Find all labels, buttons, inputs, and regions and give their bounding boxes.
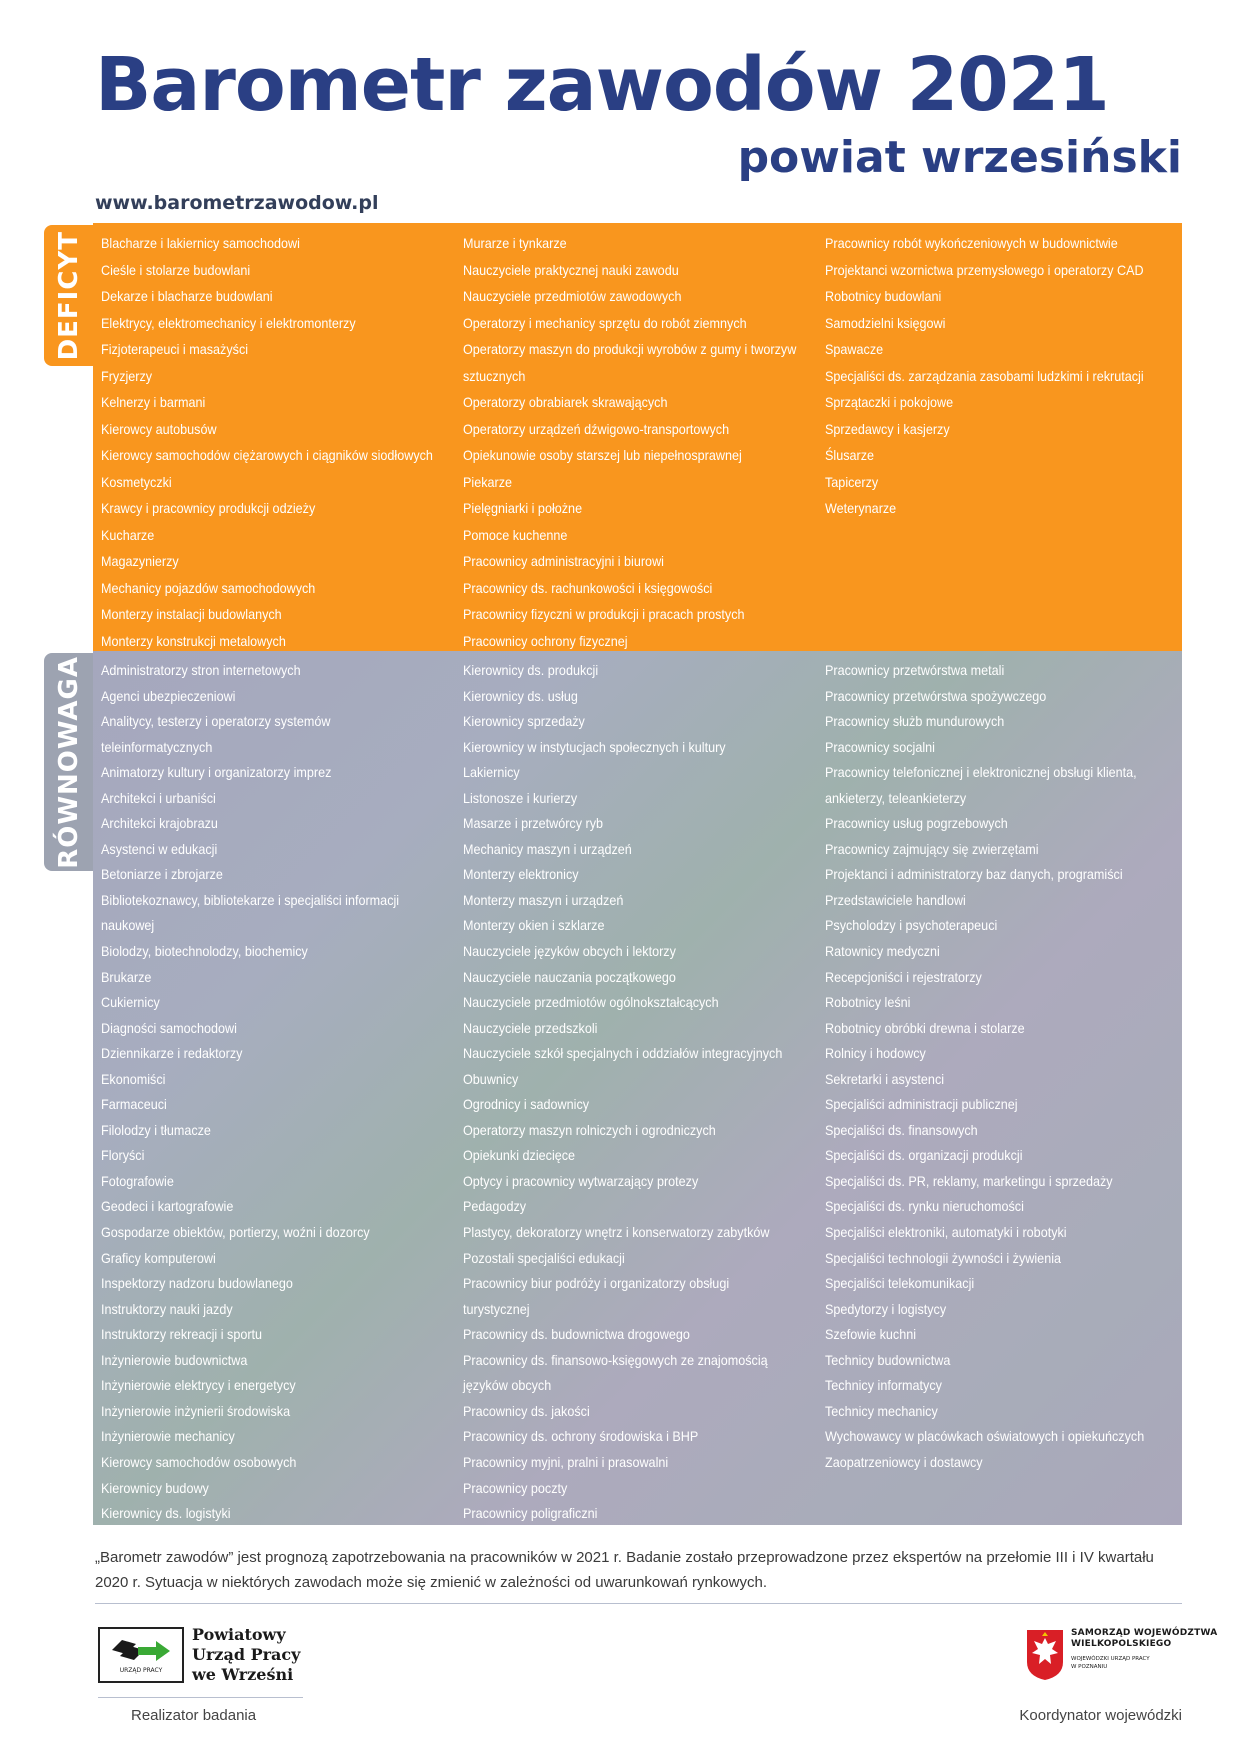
occupation-item: Pedagodzy xyxy=(463,1198,527,1215)
occupation-item: Elektrycy, elektromechanicy i elektromonterzy xyxy=(101,314,356,331)
occupation-item: Specjaliści telekomunikacji xyxy=(825,1275,975,1292)
realizator-label: Realizator badania xyxy=(131,1707,257,1724)
occupation-item: Pracownicy robót wykończeniowych w budownictwie xyxy=(825,235,1118,251)
footer-divider xyxy=(95,1603,1182,1604)
occupation-item: Agenci ubezpieczeniowi xyxy=(101,687,236,704)
deficyt-label: DEFICYT xyxy=(53,230,84,361)
occupation-item: Dziennikarze i redaktorzy xyxy=(101,1045,243,1062)
deficyt-section xyxy=(93,223,1182,651)
occupation-item: Pracownicy ds. ochrony środowiska i BHP xyxy=(463,1428,699,1445)
pup-wrzesnia-logo xyxy=(98,1625,300,1685)
occupation-item: Pracownicy poczty xyxy=(463,1479,568,1496)
deficyt-column-3 xyxy=(825,230,1180,654)
occupation-item: Specjaliści ds. finansowych xyxy=(825,1121,978,1138)
occupation-item: Inżynierowie elektrycy i energetycy xyxy=(101,1377,296,1394)
occupation-item: Technicy budownictwa xyxy=(825,1351,951,1368)
occupation-item: Operatorzy i mechanicy sprzętu do robót ziemnych xyxy=(463,314,747,331)
occupation-item: Fryzjerzy xyxy=(101,367,153,384)
occupation-item: Pracownicy biur podróży i organizatorzy obsługi xyxy=(463,1275,730,1292)
occupation-item: języków obcych xyxy=(463,1377,552,1394)
occupation-item: Robotnicy obróbki drewna i stolarze xyxy=(825,1019,1025,1036)
occupation-item: Kierownicy budowy xyxy=(101,1479,209,1496)
occupation-item: Lakiernicy xyxy=(463,764,520,781)
occupation-item: Pracownicy ds. rachunkowości i księgowości xyxy=(463,579,713,596)
occupation-item: Asystenci w edukacji xyxy=(101,840,218,857)
occupation-item: Monterzy elektronicy xyxy=(463,866,579,883)
occupation-item: Psycholodzy i psychoterapeuci xyxy=(825,917,998,934)
occupation-item: Specjaliści elektroniki, automatyki i robotyki xyxy=(825,1224,1067,1241)
occupation-item: Pracownicy zajmujący się zwierzętami xyxy=(825,840,1039,857)
occupation-item: turystycznej xyxy=(463,1300,530,1317)
occupation-item: Ratownicy medyczni xyxy=(825,943,940,960)
occupation-item: Kierowcy samochodów ciężarowych i ciągników siodłowych xyxy=(101,447,433,463)
crest-text-line3: WOJEWÓDZKI URZĄD PRACY xyxy=(1071,1656,1150,1662)
crest-text-line2: WIELKOPOLSKIEGO xyxy=(1071,1639,1172,1649)
occupation-item: Kierownicy ds. usług xyxy=(463,687,578,704)
occupation-item: Opiekunki dziecięce xyxy=(463,1147,576,1164)
occupation-item: Specjaliści ds. zarządzania zasobami ludzkimi i rekrutacji xyxy=(825,367,1144,384)
occupation-item: Nauczyciele szkół specjalnych i oddziałów integracyjnych xyxy=(463,1045,783,1062)
occupation-item: Monterzy maszyn i urządzeń xyxy=(463,891,624,908)
occupation-item: Mechanicy maszyn i urządzeń xyxy=(463,840,632,857)
occupation-item: Fizjoterapeuci i masażyści xyxy=(101,341,249,357)
occupation-item: Instruktorzy rekreacji i sportu xyxy=(101,1326,263,1343)
occupation-item: Operatorzy obrabiarek skrawających xyxy=(463,394,668,410)
occupation-item: Pracownicy ds. finansowo-księgowych ze znajomością xyxy=(463,1351,768,1368)
occupation-item: Kierowcy autobusów xyxy=(101,420,217,437)
occupation-item: Ogrodnicy i sadownicy xyxy=(463,1096,590,1113)
occupation-item: Specjaliści ds. rynku nieruchomości xyxy=(825,1198,1024,1215)
logo-text-line3: we Wrześni xyxy=(192,1665,294,1684)
occupation-item: Spedytorzy i logistycy xyxy=(825,1300,947,1317)
rownowaga-column-3 xyxy=(825,658,1180,1527)
rownowaga-label: RÓWNOWAGA xyxy=(53,655,84,869)
logo-box-text: URZĄD PRACY xyxy=(119,1667,163,1674)
occupation-item: Pracownicy ds. jakości xyxy=(463,1402,590,1419)
footer-note: „Barometr zawodów” jest prognozą zapotrzebowania na pracowników w 2021 r. Badanie zostało przeprowadzone przez ekspertów na przełomie III i IV kwartału 2020 r. Sytuacja w niektórych zawodach może się zmienić w zależności od uwarunkowań rynkowych. xyxy=(95,1549,1154,1591)
logo-text-line2: Urząd Pracy xyxy=(192,1645,301,1664)
page-subtitle: powiat wrzesiński xyxy=(737,132,1182,183)
occupation-item: Blacharze i lakiernicy samochodowi xyxy=(101,235,300,251)
occupation-item: Sprzedawcy i kasjerzy xyxy=(825,420,950,437)
occupation-item: Animatorzy kultury i organizatorzy imprez xyxy=(101,764,332,781)
crest-text-line1: SAMORZĄD WOJEWÓDZTWA xyxy=(1071,1628,1218,1638)
occupation-item: Rolnicy i hodowcy xyxy=(825,1045,926,1062)
occupation-item: Piekarze xyxy=(463,473,513,490)
occupation-item: Pielęgniarki i położne xyxy=(463,500,583,516)
occupation-item: sztucznych xyxy=(463,367,526,384)
occupation-item: Cukiernicy xyxy=(101,994,160,1011)
occupation-item: naukowej xyxy=(101,917,155,934)
occupation-item: Filolodzy i tłumacze xyxy=(101,1121,211,1138)
occupation-item: Murarze i tynkarze xyxy=(463,235,567,251)
occupation-item: Pracownicy administracyjni i biurowi xyxy=(463,553,664,569)
occupation-item: Weterynarze xyxy=(825,500,897,516)
occupation-item: Specjaliści ds. organizacji produkcji xyxy=(825,1147,1023,1164)
occupation-item: Technicy informatycy xyxy=(825,1377,942,1394)
occupation-item: Inżynierowie mechanicy xyxy=(101,1428,235,1445)
occupation-item: Operatorzy urządzeń dźwigowo-transportowych xyxy=(463,420,730,437)
occupation-item: Projektanci i administratorzy baz danych, programiści xyxy=(825,866,1123,883)
occupation-item: Spawacze xyxy=(825,341,884,357)
occupation-item: ankieterzy, teleankieterzy xyxy=(825,789,967,806)
occupation-item: Wychowawcy w placówkach oświatowych i opiekuńczych xyxy=(825,1428,1145,1445)
occupation-item: Monterzy instalacji budowlanych xyxy=(101,606,282,622)
occupation-item: Ślusarze xyxy=(825,447,875,463)
occupation-item: Pracownicy przetwórstwa metali xyxy=(825,662,1005,678)
occupation-item: Pracownicy usług pogrzebowych xyxy=(825,815,1008,832)
occupation-item: Instruktorzy nauki jazdy xyxy=(101,1300,233,1317)
occupation-item: Kierowcy samochodów osobowych xyxy=(101,1453,297,1470)
occupation-item: Pracownicy przetwórstwa spożywczego xyxy=(825,687,1047,704)
urzad-pracy-logo-icon xyxy=(98,1627,184,1683)
occupation-item: Mechanicy pojazdów samochodowych xyxy=(101,579,316,596)
occupation-item: Specjaliści administracji publicznej xyxy=(825,1096,1018,1113)
occupation-item: Architekci krajobrazu xyxy=(101,815,218,832)
occupation-item: Kierownicy ds. logistyki xyxy=(101,1505,231,1522)
occupation-item: Graficy komputerowi xyxy=(101,1249,216,1266)
deficyt-tab xyxy=(44,225,93,366)
rownowaga-tab xyxy=(44,653,93,871)
occupation-item: Samodzielni księgowi xyxy=(825,314,946,331)
occupation-item: Optycy i pracownicy wytwarzający protezy xyxy=(463,1172,699,1189)
occupation-item: Farmaceuci xyxy=(101,1096,167,1113)
occupation-item: Obuwnicy xyxy=(463,1070,519,1087)
logo-text-line1: Powiatowy xyxy=(192,1625,286,1644)
occupation-item: Technicy mechanicy xyxy=(825,1402,938,1419)
page-title: Barometr zawodów 2021 xyxy=(95,42,1109,128)
occupation-item: Dekarze i blacharze budowlani xyxy=(101,288,273,304)
occupation-item: Brukarze xyxy=(101,968,152,985)
occupation-item: Cieśle i stolarze budowlani xyxy=(101,261,251,278)
occupation-item: Kierownicy sprzedaży xyxy=(463,713,585,730)
occupation-item: Kosmetyczki xyxy=(101,473,172,490)
occupation-item: Kelnerzy i barmani xyxy=(101,394,206,410)
occupation-item: Pracownicy myjni, pralni i prasowalni xyxy=(463,1453,669,1470)
occupation-item: Pracownicy służb mundurowych xyxy=(825,713,1005,730)
occupation-item: Nauczyciele języków obcych i lektorzy xyxy=(463,943,676,960)
occupation-item: Diagności samochodowi xyxy=(101,1019,237,1036)
occupation-item: Kierownicy w instytucjach społecznych i kultury xyxy=(463,738,726,755)
occupation-item: Nauczyciele przedszkoli xyxy=(463,1019,598,1036)
occupation-item: Analitycy, testerzy i operatorzy systemów xyxy=(101,713,331,730)
occupation-item: Robotnicy leśni xyxy=(825,994,911,1011)
occupation-item: Kucharze xyxy=(101,526,155,543)
occupation-item: Pracownicy ds. budownictwa drogowego xyxy=(463,1326,690,1343)
occupation-item: Architekci i urbaniści xyxy=(101,789,216,806)
occupation-item: Tapicerzy xyxy=(825,473,879,490)
occupation-item: Geodeci i kartografowie xyxy=(101,1198,234,1215)
occupation-item: Monterzy okien i szklarze xyxy=(463,917,605,934)
occupation-item: Pracownicy telefonicznej i elektronicznej obsługi klienta, xyxy=(825,764,1137,781)
rownowaga-column-2 xyxy=(463,658,825,1527)
occupation-item: teleinformatycznych xyxy=(101,738,213,755)
occupation-item: Projektanci wzornictwa przemysłowego i operatorzy CAD xyxy=(825,261,1144,278)
rownowaga-section xyxy=(93,651,1182,1525)
occupation-item: Betoniarze i zbrojarze xyxy=(101,866,223,883)
occupation-item: Biolodzy, biotechnolodzy, biochemicy xyxy=(101,943,308,960)
crest-text-line4: W POZNANIU xyxy=(1071,1664,1108,1670)
occupation-item: Opiekunowie osoby starszej lub niepełnosprawnej xyxy=(463,447,742,463)
occupation-item: Monterzy konstrukcji metalowych xyxy=(101,632,286,649)
occupation-item: Inspektorzy nadzoru budowlanego xyxy=(101,1275,293,1292)
website-url: www.barometrzawodow.pl xyxy=(95,192,379,214)
occupation-item: Sprzątaczki i pokojowe xyxy=(825,394,954,410)
occupation-item: Inżynierowie budownictwa xyxy=(101,1351,248,1368)
occupation-item: Fotografowie xyxy=(101,1172,174,1189)
occupation-item: Pracownicy ochrony fizycznej xyxy=(463,632,628,649)
deficyt-column-1 xyxy=(101,230,463,654)
occupation-item: Robotnicy budowlani xyxy=(825,288,942,304)
occupation-item: Magazynierzy xyxy=(101,553,179,569)
occupation-item: Floryści xyxy=(101,1147,145,1164)
occupation-item: Plastycy, dekoratorzy wnętrz i konserwatorzy zabytków xyxy=(463,1224,770,1241)
occupation-item: Listonosze i kurierzy xyxy=(463,789,578,806)
occupation-item: Przedstawiciele handlowi xyxy=(825,891,966,908)
realizator-divider xyxy=(98,1697,303,1698)
wielkopolska-logo xyxy=(1025,1628,1217,1682)
occupation-item: Szefowie kuchni xyxy=(825,1326,917,1343)
occupation-item: Pomoce kuchenne xyxy=(463,526,568,543)
koordynator-label: Koordynator wojewódzki xyxy=(1019,1707,1182,1724)
occupation-item: Gospodarze obiektów, portierzy, woźni i dozorcy xyxy=(101,1224,370,1241)
occupation-item: Pracownicy poligraficzni xyxy=(463,1505,598,1522)
deficyt-column-2 xyxy=(463,230,825,654)
occupation-item: Administratorzy stron internetowych xyxy=(101,662,301,678)
occupation-item: Pracownicy fizyczni w produkcji i pracach prostych xyxy=(463,606,745,622)
occupation-item: Inżynierowie inżynierii środowiska xyxy=(101,1402,291,1419)
occupation-item: Zaopatrzeniowcy i dostawcy xyxy=(825,1453,983,1470)
occupation-item: Nauczyciele przedmiotów zawodowych xyxy=(463,288,682,304)
occupation-item: Nauczyciele nauczania początkowego xyxy=(463,968,676,985)
occupation-item: Nauczyciele przedmiotów ogólnokształcących xyxy=(463,994,719,1011)
occupation-item: Masarze i przetwórcy ryb xyxy=(463,815,604,832)
occupation-item: Nauczyciele praktycznej nauki zawodu xyxy=(463,261,679,278)
occupation-item: Sekretarki i asystenci xyxy=(825,1070,945,1087)
occupation-item: Specjaliści technologii żywności i żywienia xyxy=(825,1249,1062,1266)
occupation-item: Bibliotekoznawcy, bibliotekarze i specjaliści informacji xyxy=(101,891,400,908)
occupation-item: Pozostali specjaliści edukacji xyxy=(463,1249,625,1266)
occupation-item: Krawcy i pracownicy produkcji odzieży xyxy=(101,500,316,516)
occupation-item: Operatorzy maszyn do produkcji wyrobów z gumy i tworzyw xyxy=(463,341,797,357)
occupation-item: Ekonomiści xyxy=(101,1070,166,1087)
occupation-item: Pracownicy socjalni xyxy=(825,738,935,755)
occupation-item: Operatorzy maszyn rolniczych i ogrodniczych xyxy=(463,1121,716,1138)
occupation-item: Recepcjoniści i rejestratorzy xyxy=(825,968,982,985)
occupation-item: Kierownicy ds. produkcji xyxy=(463,662,599,678)
wielkopolska-eagle-crest-icon xyxy=(1025,1628,1065,1682)
occupation-item: Specjaliści ds. PR, reklamy, marketingu i sprzedaży xyxy=(825,1172,1113,1189)
rownowaga-column-1 xyxy=(101,658,463,1527)
